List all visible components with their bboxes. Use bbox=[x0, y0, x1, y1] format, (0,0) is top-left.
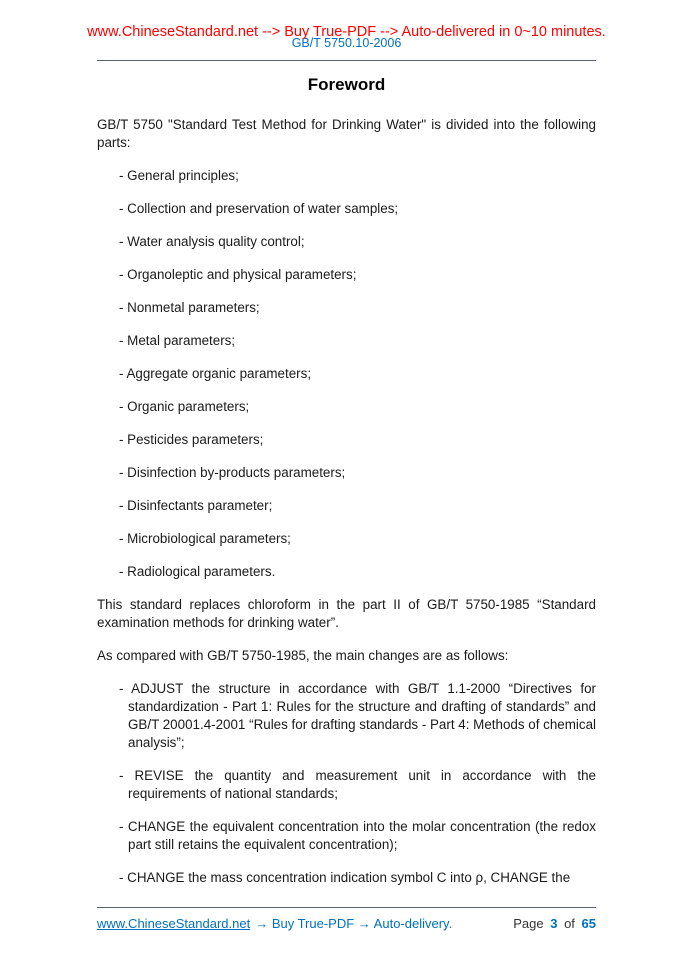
list-item: - Metal parameters; bbox=[119, 333, 236, 348]
list-item: - Nonmetal parameters; bbox=[119, 300, 260, 315]
promo-banner: www.ChineseStandard.net --> Buy True-PDF --> Auto-delivered in 0~10 minutes. bbox=[87, 24, 606, 40]
doc-number: GB/T 5750.10-2006 bbox=[291, 36, 402, 50]
list-item: - Disinfectants parameter; bbox=[119, 498, 273, 513]
footer-left bbox=[97, 916, 452, 931]
page-footer bbox=[97, 916, 596, 931]
intro-paragraph: GB/T 5750 "Standard Test Method for Drinking Water" is divided into the following parts: bbox=[97, 117, 596, 150]
change-item: - REVISE the quantity and measurement unit in accordance with the requirements of national standards; bbox=[119, 768, 596, 801]
page-indicator bbox=[510, 916, 596, 931]
list-item: - Water analysis quality control; bbox=[119, 234, 305, 249]
list-item: - Radiological parameters. bbox=[119, 564, 276, 579]
list-item: - Organoleptic and physical parameters; bbox=[119, 267, 357, 282]
footer-link[interactable]: www.ChineseStandard.net bbox=[97, 916, 251, 931]
of-label: of bbox=[564, 916, 575, 931]
page-total: 65 bbox=[581, 916, 596, 931]
footer-divider bbox=[97, 907, 596, 908]
list-item: - Microbiological parameters; bbox=[119, 531, 291, 546]
page-number: 3 bbox=[550, 916, 558, 931]
list-item: - Aggregate organic parameters; bbox=[119, 366, 312, 381]
list-item: - General principles; bbox=[119, 168, 239, 183]
list-item: - Pesticides parameters; bbox=[119, 432, 264, 447]
footer-tagline: → Buy True-PDF → Auto-delivery. bbox=[255, 916, 453, 931]
header-divider bbox=[97, 60, 596, 61]
replacement-paragraph: This standard replaces chloroform in the part II of GB/T 5750-1985 “Standard examination methods for drinking water”. bbox=[97, 597, 596, 630]
page-label: Page bbox=[513, 916, 544, 931]
list-item: - Collection and preservation of water samples; bbox=[119, 201, 399, 216]
change-item: - ADJUST the structure in accordance with GB/T 1.1-2000 “Directives for standardization - Part 1: Rules for the structure and drafting of standards” and GB/T 20001.4-2001 “Rules for drafting standards - Part 4: Methods of chemical analysis”; bbox=[119, 681, 596, 750]
changes-intro-paragraph: As compared with GB/T 5750-1985, the main changes are as follows: bbox=[97, 648, 509, 663]
list-item: - Disinfection by-products parameters; bbox=[119, 465, 346, 480]
page-title: Foreword bbox=[307, 75, 386, 94]
change-item: - CHANGE the equivalent concentration into the molar concentration (the redox part still retains the equivalent concentration); bbox=[119, 819, 596, 852]
change-item: - CHANGE the mass concentration indication symbol C into ρ, CHANGE the bbox=[119, 870, 571, 885]
list-item: - Organic parameters; bbox=[119, 399, 250, 414]
document-body bbox=[97, 76, 596, 902]
